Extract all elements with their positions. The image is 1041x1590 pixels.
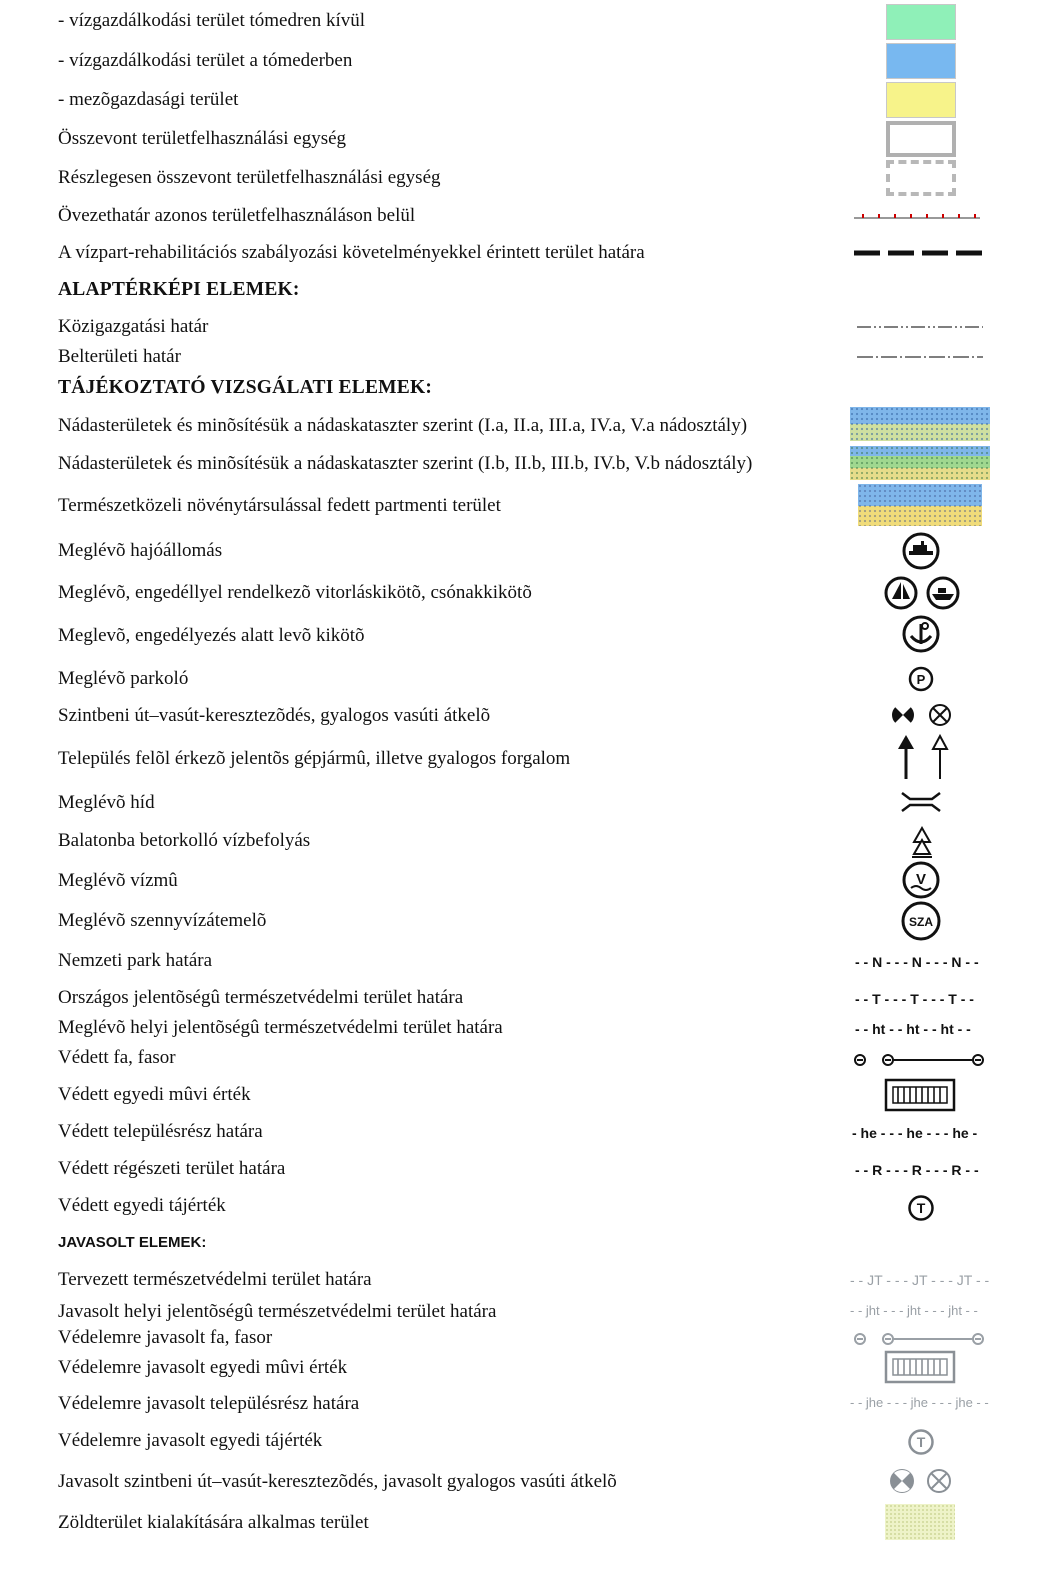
green-area-swatch bbox=[885, 1504, 955, 1540]
sewage-pump-icon bbox=[900, 900, 942, 942]
legend-label: Természetközeli növénytársulással fedett partmenti terület bbox=[58, 495, 501, 516]
legend-label: Védett egyedi tájérték bbox=[58, 1195, 226, 1216]
legend-label: Meglévõ híd bbox=[58, 792, 155, 813]
reed-a-swatch bbox=[850, 407, 990, 441]
admin-boundary-line-icon bbox=[855, 320, 985, 332]
legend-label: Védett régészeti terület határa bbox=[58, 1158, 286, 1179]
legend-label: Védelemre javasolt egyedi tájérték bbox=[58, 1430, 323, 1451]
legend-label: Védelemre javasolt egyedi mûvi érték bbox=[58, 1357, 348, 1378]
proposed-tree-icon bbox=[852, 1331, 986, 1347]
landscape-value-icon bbox=[906, 1193, 936, 1223]
inner-area-boundary-line-icon bbox=[855, 350, 985, 362]
legend-label: Meglévõ hajóállomás bbox=[58, 540, 223, 561]
legend-label: - vízgazdálkodási terület tómedren kívül bbox=[58, 10, 366, 31]
partially-merged-unit-swatch bbox=[886, 160, 956, 196]
waterworks-icon bbox=[901, 860, 941, 900]
legend-label: Nádasterületek és minõsítésük a nádaskataszter szerint (I.a, II.a, III.a, IV.a, V.a nádosztály) bbox=[58, 415, 748, 436]
reed-b-swatch bbox=[850, 446, 990, 480]
anchor-icon bbox=[901, 614, 941, 654]
legend-label: Zöldterület kialakítására alkalmas terület bbox=[58, 1512, 369, 1533]
legend-label: Országos jelentõségû természetvédelmi terület határa bbox=[58, 987, 464, 1008]
legend-label: Szintbeni út–vasút-keresztezõdés, gyalogos vasúti átkelõ bbox=[58, 705, 491, 726]
svg-text:T: T bbox=[916, 1200, 926, 1216]
proposed-settlement-boundary-line: - - jhe - - - jhe - - - jhe - - bbox=[850, 1395, 989, 1410]
zone-boundary-line-icon bbox=[852, 208, 982, 224]
legend-label: Részlegesen összevont területfelhasználási egység bbox=[58, 167, 441, 188]
proposed-landscape-value-icon bbox=[906, 1427, 936, 1457]
legend-label: Település felõl érkezõ jelentõs gépjármû, illetve gyalogos forgalom bbox=[58, 748, 571, 769]
legend-label: Védett településrész határa bbox=[58, 1121, 263, 1142]
bridge-icon bbox=[900, 789, 942, 815]
legend-label: Meglévõ vízmû bbox=[58, 870, 178, 891]
proposed-local-protected-boundary-line: - - jht - - - jht - - - jht - - bbox=[850, 1303, 978, 1318]
legend-label: A vízpart-rehabilitációs szabályozási követelményekkel érintett terület határa bbox=[58, 242, 645, 263]
legend-label: - mezõgazdasági terület bbox=[58, 89, 239, 110]
legend-label: Meglevõ, engedélyezés alatt levõ kikötõ bbox=[58, 625, 365, 646]
near-natural-vegetation-swatch bbox=[858, 484, 982, 526]
legend-label: Meglévõ helyi jelentõségû természetvédelmi terület határa bbox=[58, 1017, 503, 1038]
local-protected-boundary-line: - - ht - - ht - - ht - - bbox=[855, 1021, 971, 1037]
legend-label: Védelemre javasolt fa, fasor bbox=[58, 1327, 273, 1348]
legend-label: Övezethatár azonos területfelhasználáson belül bbox=[58, 205, 416, 226]
section-title-basemap: ALAPTÉRKÉPI ELEMEK: bbox=[58, 279, 300, 300]
rehab-boundary-line-icon bbox=[852, 246, 986, 260]
ship-station-icon bbox=[901, 531, 941, 571]
archaeological-boundary-line: - - R - - - R - - - R - - bbox=[855, 1162, 979, 1178]
protected-tree-icon bbox=[852, 1052, 986, 1068]
inflow-icon bbox=[908, 826, 936, 860]
legend-label: Védelemre javasolt településrész határa bbox=[58, 1393, 360, 1414]
national-park-boundary-line: - - N - - - N - - - N - - bbox=[855, 954, 979, 970]
legend-label: Tervezett természetvédelmi terület határa bbox=[58, 1269, 372, 1290]
legend-label: Meglévõ, engedéllyel rendelkezõ vitorláskikötõ, csónakkikötõ bbox=[58, 582, 532, 603]
rail-crossing-icon bbox=[888, 700, 958, 730]
legend-label: Belterületi határ bbox=[58, 346, 181, 367]
svg-text:P: P bbox=[916, 672, 926, 687]
traffic-arrow-icon bbox=[893, 733, 953, 781]
legend-label: - vízgazdálkodási terület a tómederben bbox=[58, 50, 353, 71]
water-management-outside-swatch bbox=[886, 4, 956, 40]
legend-label: Nádasterületek és minõsítésük a nádaskataszter szerint (I.b, II.b, III.b, IV.b, V.b nádosztály) bbox=[58, 453, 753, 474]
legend-label: Meglévõ szennyvízátemelõ bbox=[58, 910, 267, 931]
legend-label: Balatonba betorkolló vízbefolyás bbox=[58, 830, 311, 851]
legend-label: Összevont területfelhasználási egység bbox=[58, 128, 347, 149]
parking-icon bbox=[907, 665, 935, 693]
legend-label: Javasolt helyi jelentõségû természetvédelmi terület határa bbox=[58, 1301, 497, 1322]
merged-unit-swatch bbox=[886, 121, 956, 157]
planned-protected-boundary-line: - - JT - - - JT - - - JT - - bbox=[850, 1272, 990, 1288]
proposed-built-value-icon bbox=[884, 1350, 956, 1384]
svg-text:SZA: SZA bbox=[909, 915, 933, 929]
svg-text:T: T bbox=[916, 1434, 926, 1450]
svg-text:V: V bbox=[915, 871, 927, 888]
legend-label: Javasolt szintbeni út–vasút-keresztezõdés, javasolt gyalogos vasúti átkelõ bbox=[58, 1471, 617, 1492]
legend-label: Meglévõ parkoló bbox=[58, 668, 189, 689]
legend-label: Védett egyedi mûvi érték bbox=[58, 1084, 251, 1105]
section-title-info: TÁJÉKOZTATÓ VIZSGÁLATI ELEMEK: bbox=[58, 377, 433, 398]
legend-label: Közigazgatási határ bbox=[58, 316, 209, 337]
legend-label: Védett fa, fasor bbox=[58, 1047, 176, 1068]
water-management-lakebed-swatch bbox=[886, 43, 956, 79]
national-protected-boundary-line: - - T - - - T - - - T - - bbox=[855, 991, 974, 1007]
legend-label: Nemzeti park határa bbox=[58, 950, 213, 971]
protected-settlement-boundary-line: - he - - - he - - - he - bbox=[852, 1125, 978, 1141]
agricultural-swatch bbox=[886, 82, 956, 118]
section-title-proposed: JAVASOLT ELEMEK: bbox=[58, 1234, 207, 1251]
sail-boat-harbor-icon bbox=[883, 574, 963, 612]
built-value-icon bbox=[884, 1078, 956, 1112]
proposed-rail-crossing-icon bbox=[886, 1465, 956, 1497]
